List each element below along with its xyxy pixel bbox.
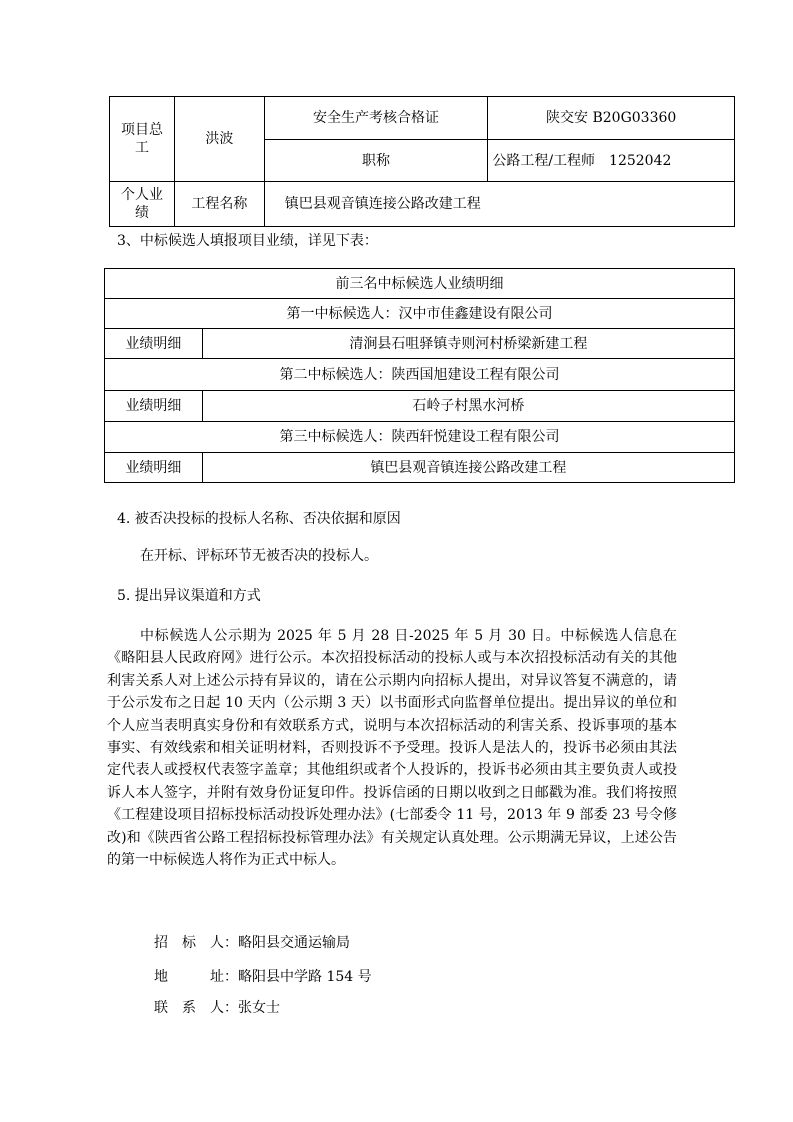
- project-label: 工程名称: [174, 182, 264, 227]
- cert-value: 陕交安 B20G03360: [488, 97, 735, 140]
- detail-value: 清涧县石咀驿镇寺则河村桥梁新建工程: [202, 329, 734, 359]
- person-name: 洪波: [174, 97, 264, 182]
- perf-table-header: 前三名中标候选人业绩明细: [105, 269, 735, 299]
- contact-address: 地 址：略阳县中学路 154 号: [154, 969, 372, 985]
- contact-tenderer: 招 标 人：略阳县交通运输局: [154, 935, 350, 951]
- contact-person: 联 系 人：张女士: [154, 1000, 280, 1016]
- section5-title: 5. 提出异议渠道和方式: [117, 588, 261, 604]
- candidate-heading: 第三中标候选人：陕西轩悦建设工程有限公司: [105, 422, 735, 453]
- cert-label: 安全生产考核合格证: [264, 97, 488, 140]
- project-value: 镇巴县观音镇连接公路改建工程: [264, 182, 734, 227]
- perf-label: 个人业绩: [110, 182, 175, 227]
- title-label: 职称: [264, 140, 488, 182]
- title-value: 公路工程/工程师 1252042: [488, 140, 735, 182]
- detail-label: 业绩明细: [105, 329, 203, 359]
- performance-table: [104, 268, 735, 483]
- personnel-table: [109, 96, 735, 227]
- role-label: 项目总工: [110, 97, 175, 182]
- intro-text: 3、中标候选人填报项目业绩，详见下表：: [117, 233, 378, 249]
- section4-text: 在开标、评标环节无被否决的投标人。: [140, 548, 378, 564]
- candidate-heading: 第二中标候选人：陕西国旭建设工程有限公司: [105, 359, 735, 391]
- detail-value: 镇巴县观音镇连接公路改建工程: [202, 453, 734, 483]
- candidate-heading: 第一中标候选人：汉中市佳鑫建设有限公司: [105, 299, 735, 329]
- section4-title: 4. 被否决投标的投标人名称、否决依据和原因: [117, 511, 401, 527]
- section5-body: 中标候选人公示期为 2025 年 5 月 28 日-2025 年 5 月 30 日。中标候选人信息在《略阳县人民政府网》进行公示。本次招投标活动的投标人或与本次招投标活动有关的其他利害关系人对上述公示持有异议的，请在公示期内向招标人提出，对异议答复不满意的，请于公示发布之日起 10 天内（公示期 3 天）以书面形式向监督单位提出。提出异议的单位和个人应当表明真实身份和有效联系方式，说明与本次招标活动的利害关系、投诉事项的基本事实、有效线索和相关证明材料，否则投诉不予受理。投诉人是法人的，投诉书必须由其法定代表人或授权代表签字盖章；其他组织或者个人投诉的，投诉书必须由其主要负责人或投诉人本人签字，并附有效身份证复印件。投诉信函的日期以收到之日邮戳为准。我们将按照《工程建设项目招标投标活动投诉处理办法》(七部委令 11 号，2013 年 9 部委 23 号令修改)和《陕西省公路工程招标投标管理办法》有关规定认真处理。公示期满无异议，上述公告的第一中标候选人将作为正式中标人。: [107, 628, 677, 869]
- detail-value: 石岭子村黑水河桥: [202, 391, 734, 422]
- detail-label: 业绩明细: [105, 391, 203, 422]
- detail-label: 业绩明细: [105, 453, 203, 483]
